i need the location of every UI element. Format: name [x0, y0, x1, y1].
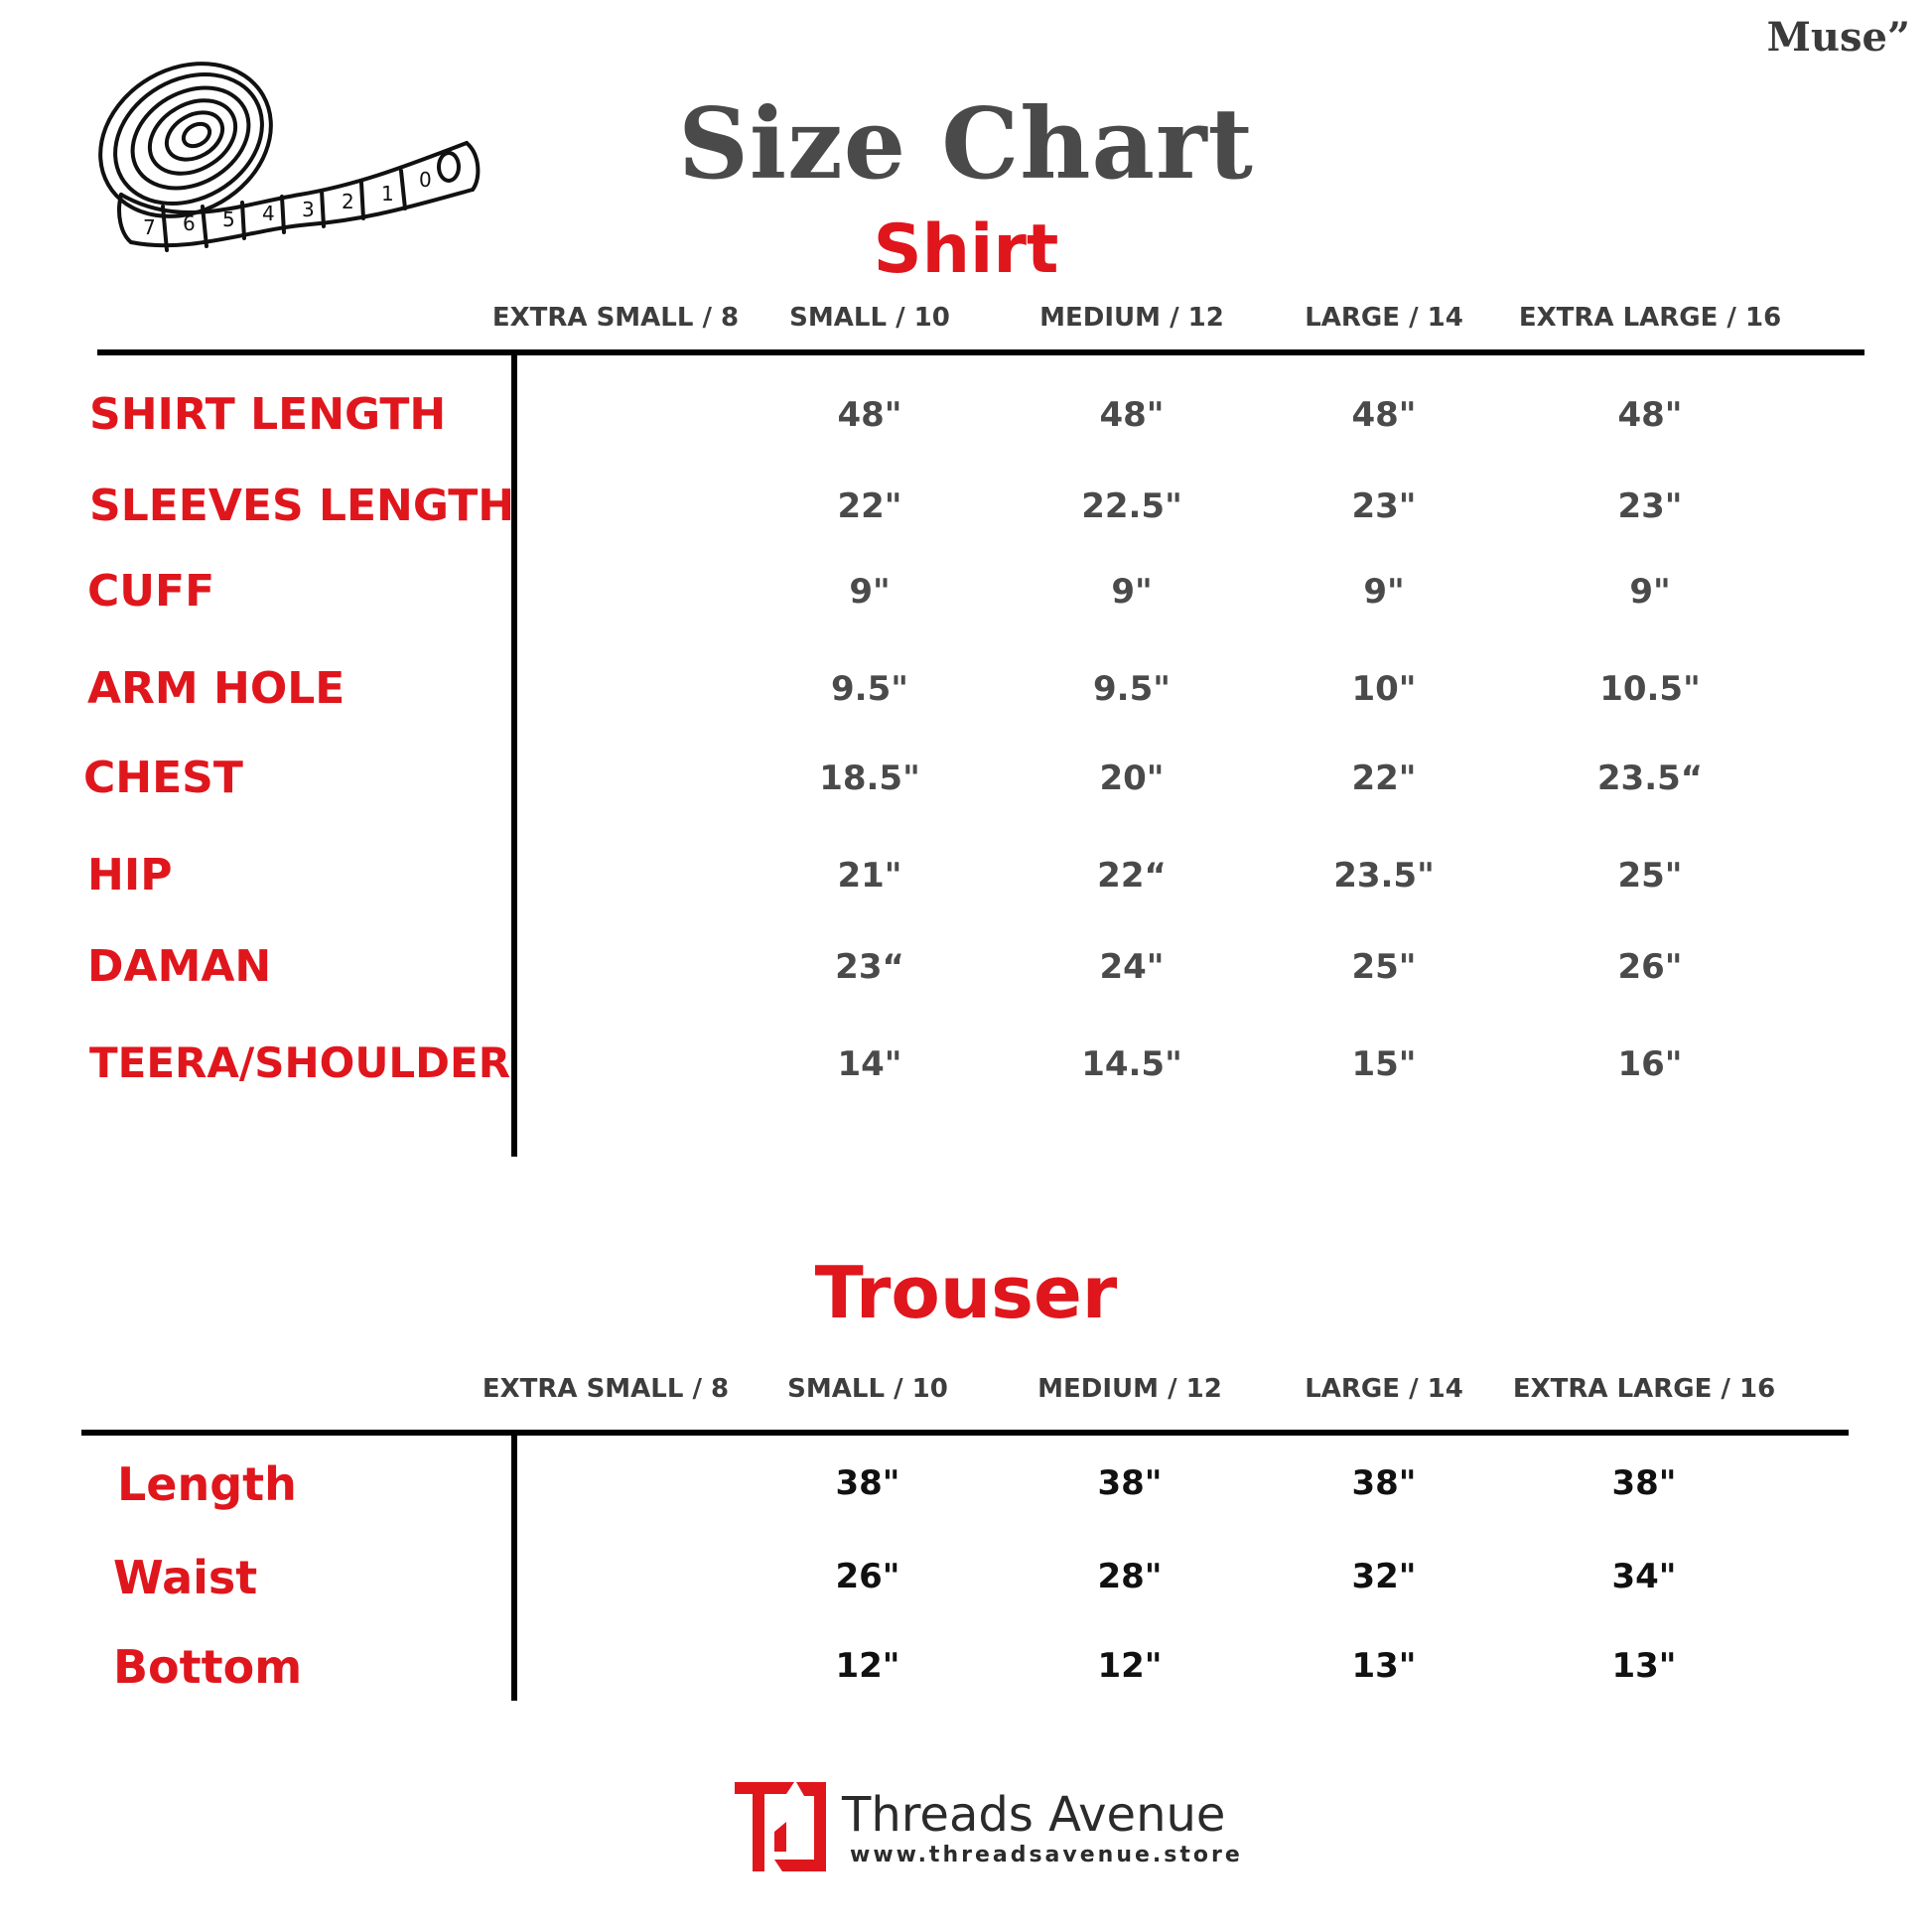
tape-number-1: 1 [381, 182, 394, 206]
table-cell: 48" [1099, 395, 1165, 435]
row-label-hip: HIP [87, 850, 173, 900]
shirt-column-divider [511, 352, 517, 1157]
table-cell: 24" [1099, 947, 1165, 987]
row-label-waist: Waist [113, 1551, 258, 1604]
table-cell: 26" [835, 1557, 900, 1596]
footer-brand-name: Threads Avenue [842, 1787, 1226, 1843]
row-label-bottom: Bottom [113, 1640, 303, 1694]
table-cell: 23.5" [1333, 856, 1435, 896]
trouser-col-s: SMALL / 10 [787, 1374, 948, 1404]
table-cell: 23“ [835, 947, 904, 987]
table-cell: 21" [837, 856, 902, 896]
trouser-col-m: MEDIUM / 12 [1037, 1374, 1222, 1404]
table-cell: 13" [1351, 1646, 1417, 1686]
tape-number-6: 6 [183, 211, 196, 235]
tape-number-2: 2 [342, 190, 354, 213]
table-cell: 20" [1099, 759, 1165, 798]
tape-number-3: 3 [302, 198, 315, 221]
table-cell: 48" [1617, 395, 1683, 435]
table-cell: 9" [1629, 572, 1671, 612]
row-label-length: Length [117, 1457, 297, 1511]
shirt-col-l: LARGE / 14 [1305, 303, 1463, 333]
row-label-arm-hole: ARM HOLE [87, 663, 345, 714]
trouser-section-title: Trouser [814, 1251, 1118, 1334]
table-cell: 22" [837, 486, 902, 526]
table-cell: 23" [1351, 486, 1417, 526]
trouser-col-xl: EXTRA LARGE / 16 [1512, 1374, 1776, 1404]
trouser-col-l: LARGE / 14 [1305, 1374, 1463, 1404]
table-cell: 38" [835, 1463, 900, 1503]
table-cell: 13" [1611, 1646, 1677, 1686]
table-cell: 38" [1611, 1463, 1677, 1503]
threads-avenue-logo-icon [735, 1782, 834, 1876]
row-label-shirt-length: SHIRT LENGTH [89, 389, 447, 440]
table-cell: 14" [837, 1044, 902, 1084]
table-cell: 22“ [1097, 856, 1167, 896]
tape-number-5: 5 [222, 207, 235, 231]
table-cell: 25" [1617, 856, 1683, 896]
table-cell: 15" [1351, 1044, 1417, 1084]
table-cell: 9" [1111, 572, 1153, 612]
tape-number-7: 7 [143, 215, 156, 239]
shirt-col-xl: EXTRA LARGE / 16 [1518, 303, 1782, 333]
table-cell: 28" [1097, 1557, 1163, 1596]
table-cell: 9.5" [831, 669, 908, 709]
table-cell: 26" [1617, 947, 1683, 987]
row-label-cuff: CUFF [87, 566, 215, 617]
row-label-chest: CHEST [83, 753, 243, 803]
row-label-teera-shoulder: TEERA/SHOULDER [89, 1038, 511, 1087]
page-title: Size Chart [678, 87, 1254, 202]
table-cell: 22.5" [1081, 486, 1182, 526]
brand-mark: Muse” [1766, 14, 1910, 61]
table-cell: 23.5“ [1596, 759, 1704, 798]
table-cell: 12" [835, 1646, 900, 1686]
table-cell: 18.5" [819, 759, 920, 798]
table-cell: 9" [849, 572, 891, 612]
table-cell: 9.5" [1093, 669, 1171, 709]
footer-website-link[interactable]: www.threadsavenue.store [850, 1843, 1243, 1867]
table-cell: 10" [1351, 669, 1417, 709]
tape-number-4: 4 [262, 202, 275, 225]
row-label-sleeves-length: SLEEVES LENGTH [89, 481, 515, 531]
table-cell: 12" [1097, 1646, 1163, 1686]
table-cell: 10.5" [1599, 669, 1701, 709]
table-cell: 22" [1351, 759, 1417, 798]
shirt-col-m: MEDIUM / 12 [1039, 303, 1224, 333]
table-cell: 23" [1617, 486, 1683, 526]
shirt-header-divider [97, 349, 1864, 355]
table-cell: 48" [1351, 395, 1417, 435]
table-cell: 32" [1351, 1557, 1417, 1596]
row-label-daman: DAMAN [87, 941, 272, 992]
table-cell: 9" [1363, 572, 1405, 612]
table-cell: 34" [1611, 1557, 1677, 1596]
table-cell: 48" [837, 395, 902, 435]
table-cell: 16" [1617, 1044, 1683, 1084]
shirt-col-xs: EXTRA SMALL / 8 [491, 303, 740, 333]
shirt-section-title: Shirt [873, 210, 1059, 289]
trouser-header-divider [81, 1430, 1849, 1436]
table-cell: 25" [1351, 947, 1417, 987]
trouser-col-xs: EXTRA SMALL / 8 [482, 1374, 730, 1404]
trouser-column-divider [511, 1433, 517, 1701]
table-cell: 38" [1097, 1463, 1163, 1503]
tape-number-0: 0 [419, 168, 432, 192]
table-cell: 14.5" [1081, 1044, 1182, 1084]
shirt-col-s: SMALL / 10 [789, 303, 950, 333]
table-cell: 38" [1351, 1463, 1417, 1503]
